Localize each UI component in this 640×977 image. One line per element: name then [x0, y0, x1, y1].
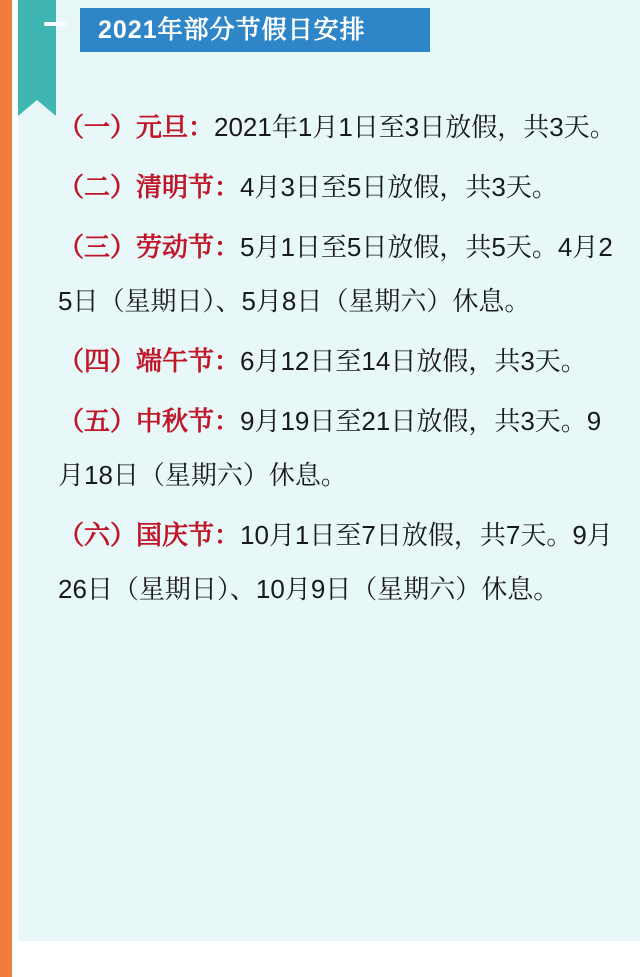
- list-item-text: 6月12日至14日放假，共3天。: [240, 346, 587, 376]
- list-item: [58, 334, 618, 388]
- header-bar: [80, 8, 430, 52]
- list-item: [58, 394, 618, 502]
- list-item-label: （一）元旦：: [58, 112, 215, 142]
- list-item: [58, 160, 618, 214]
- bottom-orange-rail: [0, 941, 12, 977]
- list-item-label: （三）劳动节：: [58, 232, 241, 262]
- page-title: 2021年部分节假日安排: [98, 16, 366, 44]
- list-item-text: 9月19日至21日放假，共3天。9月18日（星期六）休息。: [58, 406, 602, 490]
- dash-icon: [44, 22, 66, 26]
- list-item-label: （四）端午节：: [58, 346, 241, 376]
- left-orange-rail: [0, 0, 12, 977]
- ribbon-band: [18, 0, 56, 100]
- list-item: [58, 100, 618, 154]
- list-item-label: （二）清明节：: [58, 172, 241, 202]
- bottom-white-strip: [0, 941, 640, 977]
- list-item: [58, 220, 618, 328]
- left-white-gap: [12, 0, 18, 977]
- list-item: [58, 508, 618, 616]
- list-item-text: 5月1日至5日放假，共5天。4月25日（星期日）、5月8日（星期六）休息。: [58, 232, 613, 316]
- list-item-label: （六）国庆节：: [58, 520, 241, 550]
- list-item-text: 2021年1月1日至3日放假，共3天。: [214, 112, 616, 142]
- holiday-list: [58, 100, 618, 622]
- list-item-label: （五）中秋节：: [58, 406, 241, 436]
- list-item-text: 4月3日至5日放假，共3天。: [240, 172, 558, 202]
- list-item-text: 10月1日至7日放假，共7天。9月26日（星期日）、10月9日（星期六）休息。: [58, 520, 613, 604]
